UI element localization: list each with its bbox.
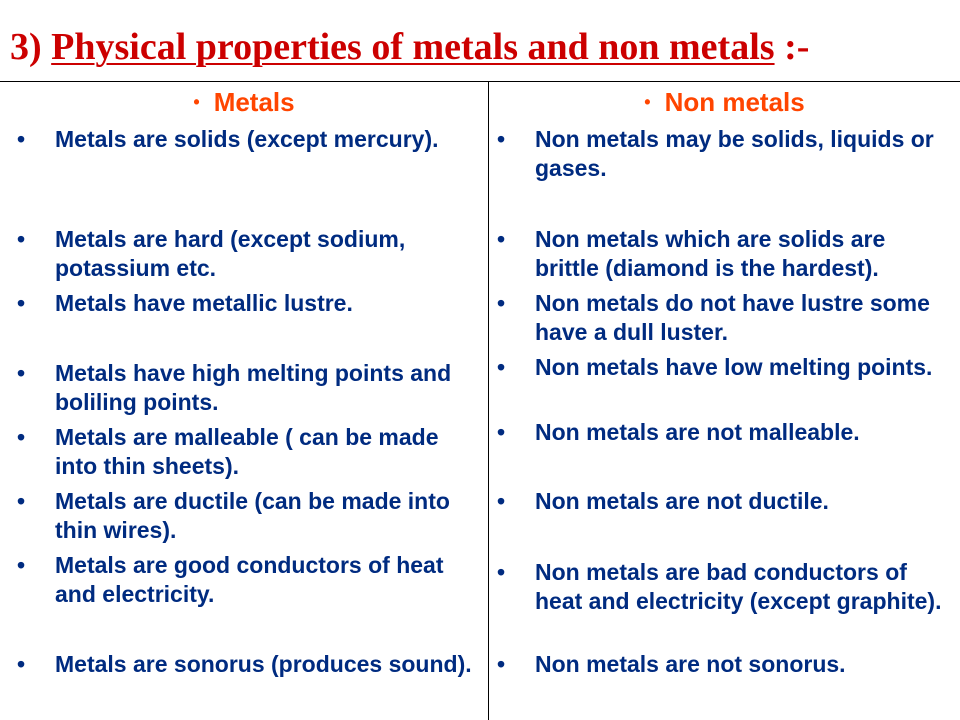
- list-item-text: Non metals are bad conductors of heat and electricity (except graphite).: [535, 559, 942, 614]
- list-item: [17, 650, 480, 679]
- list-item-text: Non metals do not have lustre some have a dull luster.: [535, 290, 930, 345]
- list-item: [497, 225, 955, 283]
- list-item-text: Non metals are not sonorus.: [535, 651, 846, 677]
- bullet-icon: •: [644, 92, 651, 112]
- list-item: [17, 359, 480, 417]
- list-item-text: Metals are solids (except mercury).: [55, 126, 439, 152]
- title-number: 3): [10, 26, 42, 68]
- bullet-icon: •: [497, 419, 506, 445]
- column-divider: [488, 82, 489, 720]
- bullet-icon: •: [497, 488, 506, 514]
- bullet-icon: •: [497, 354, 506, 380]
- heading-label: Metals: [213, 87, 295, 117]
- list-item-text: Metals are hard (except sodium, potassium etc.: [55, 226, 406, 281]
- list-item: [497, 418, 955, 447]
- list-item-text: Non metals are not malleable.: [535, 419, 860, 445]
- list-item: [497, 487, 955, 516]
- bullet-icon: •: [17, 488, 26, 514]
- list-item-text: Metals have high melting points and boliling points.: [55, 360, 452, 415]
- bullet-icon: •: [17, 360, 26, 386]
- list-item: [17, 125, 480, 154]
- list-item-text: Metals are ductile (can be made into thin wires).: [55, 488, 450, 543]
- list-item: [497, 558, 955, 616]
- bullet-icon: •: [17, 290, 26, 316]
- list-item-text: Metals are good conductors of heat and electricity.: [55, 552, 444, 607]
- list-item-text: Metals are malleable ( can be made into thin sheets).: [55, 424, 439, 479]
- bullet-icon: •: [497, 126, 506, 152]
- column-heading-metals: [0, 85, 488, 119]
- list-item-text: Non metals may be solids, liquids or gases.: [535, 126, 934, 181]
- list-item-text: Non metals have low melting points.: [535, 354, 933, 380]
- list-item-text: Metals are sonorus (produces sound).: [55, 651, 472, 677]
- bullet-icon: •: [17, 424, 26, 450]
- page-title: [10, 24, 809, 70]
- list-item-text: Non metals are not ductile.: [535, 488, 829, 514]
- bullet-icon: •: [17, 226, 26, 252]
- bullet-icon: •: [17, 126, 26, 152]
- list-item-text: Non metals which are solids are brittle (diamond is the hardest).: [535, 226, 886, 281]
- bullet-icon: •: [193, 92, 200, 112]
- list-item: [497, 289, 955, 347]
- bullet-icon: •: [17, 552, 26, 578]
- list-item: [497, 353, 955, 382]
- heading-label: Non metals: [664, 87, 805, 117]
- list-item-text: Metals have metallic lustre.: [55, 290, 353, 316]
- list-item: [17, 551, 480, 609]
- list-item: [17, 423, 480, 481]
- list-item: [497, 125, 955, 183]
- bullet-icon: •: [497, 559, 506, 585]
- bullet-icon: •: [497, 226, 506, 252]
- column-heading-non-metals: [489, 85, 960, 119]
- title-suffix: :-: [784, 26, 810, 68]
- bullet-icon: •: [497, 290, 506, 316]
- title-text: Physical properties of metals and non metals: [51, 26, 775, 68]
- list-item: [17, 289, 480, 318]
- bullet-icon: •: [497, 651, 506, 677]
- list-item: [497, 650, 955, 679]
- bullet-icon: •: [17, 651, 26, 677]
- list-item: [17, 487, 480, 545]
- list-item: [17, 225, 480, 283]
- header-divider: [0, 81, 960, 82]
